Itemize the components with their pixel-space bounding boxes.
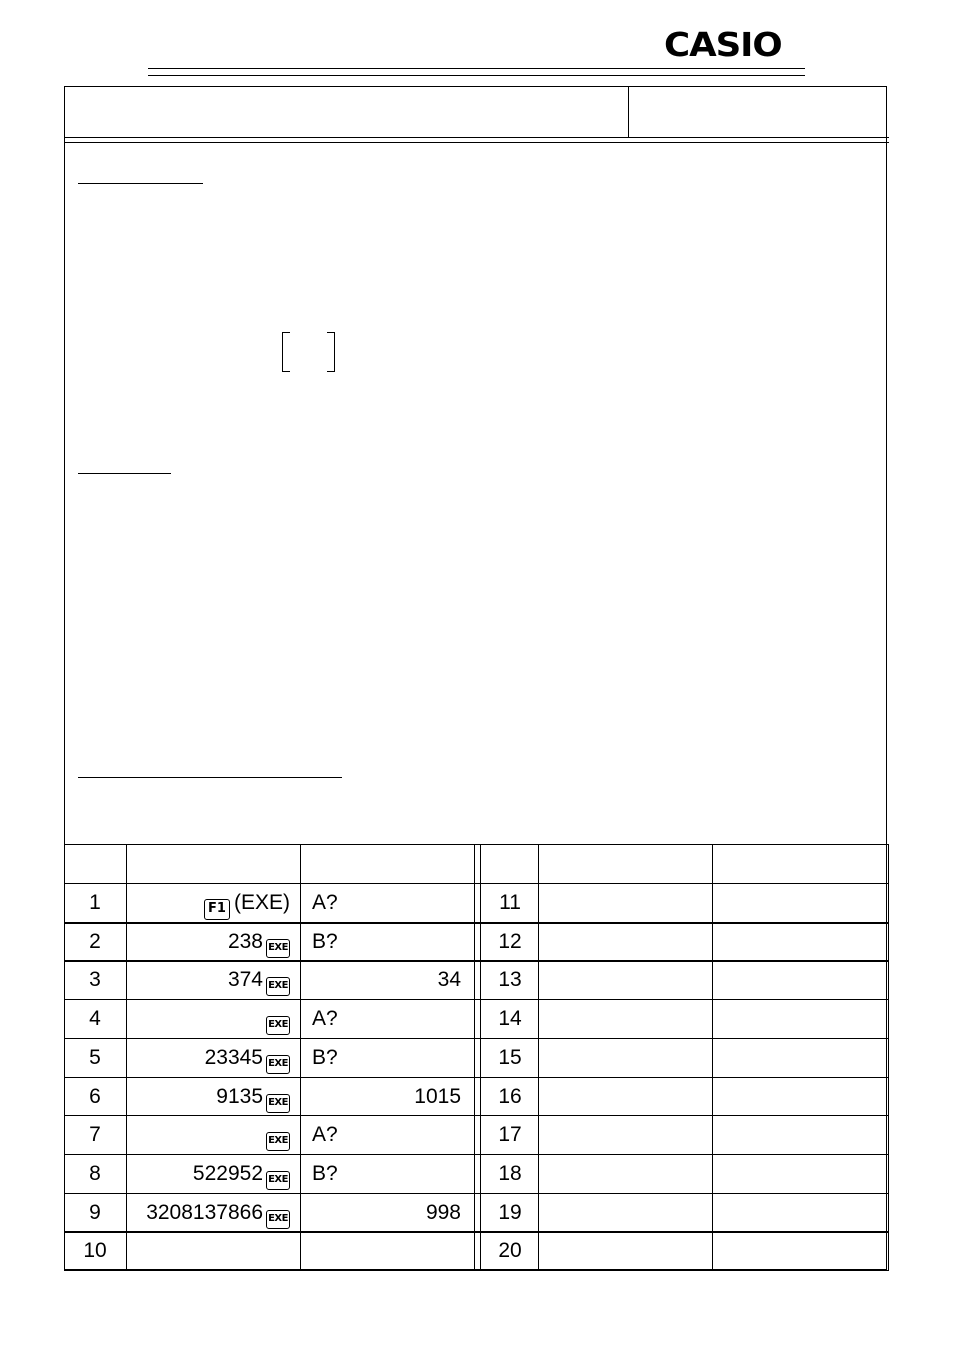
key-input-text: (EXE) [233,891,290,914]
table-top-line [64,844,889,845]
section-underline-3 [78,777,342,778]
table-row-number: 6 [89,1085,101,1108]
display-result-cell: 1015 [414,1085,461,1108]
exe-key-icon: EXE [266,1016,290,1035]
header-bottom-line-2 [64,142,889,143]
display-result-cell: A? [312,1123,338,1146]
table-row-number: 3 [89,968,101,991]
header-bottom-line [64,137,889,138]
key-operation-cell [126,1115,300,1153]
display-result-cell: B? [312,930,338,953]
table-row-number-right: 20 [498,1239,522,1262]
key-input-value: 9135 [216,1085,263,1108]
section-underline-1 [78,183,203,184]
exe-key-icon: EXE [266,1210,290,1229]
table-row-number: 2 [89,930,101,953]
table-row-number: 9 [89,1201,101,1224]
table-row-number-right: 18 [498,1162,522,1185]
exe-key-icon: EXE [266,1132,290,1151]
section-underline-2 [78,473,171,474]
key-operation-cell [126,1193,300,1231]
table-row-number-right: 15 [498,1046,522,1069]
exe-key-icon: EXE [266,939,290,958]
display-result-cell: B? [312,1046,338,1069]
key-operation-cell [126,922,300,960]
header-rule-bottom [148,75,805,76]
table-row-number-right: 19 [498,1201,522,1224]
key-operation-cell [126,1077,300,1115]
table-row-number: 7 [89,1123,101,1146]
key-input-value: 522952 [192,1162,263,1185]
exe-key-icon: EXE [266,977,290,996]
table-row-number-right: 13 [498,968,522,991]
table-row-number-right: 17 [498,1123,522,1146]
table-row-number-right: 14 [498,1007,522,1030]
table-row-number-right: 11 [499,891,521,914]
table-row-number-right: 16 [498,1085,522,1108]
header-rule-top [148,68,805,69]
display-result-cell: B? [312,1162,338,1185]
bracket-left [282,332,290,372]
casio-logo: CASIO [664,25,782,64]
table-column-line [712,845,713,1270]
exe-key-icon: EXE [266,1094,290,1113]
exe-key-icon: EXE [266,1055,290,1074]
table-row-number: 5 [89,1046,101,1069]
table-row-line [64,1270,889,1271]
display-result-cell [300,1231,474,1269]
display-result-cell: A? [312,1007,338,1030]
key-input-value: 374 [227,968,263,991]
table-row-number: 4 [89,1007,101,1030]
key-operation-cell [126,1231,300,1269]
key-operation-cell [126,883,300,921]
table-row-number-right: 12 [498,930,522,953]
header-divider [628,87,629,138]
display-result-cell: 998 [425,1201,461,1224]
table-row-number: 8 [89,1162,101,1185]
table-column-line [474,845,475,1270]
key-operation-cell [126,999,300,1037]
table-column-line [888,845,889,1270]
table-row-number: 10 [83,1239,107,1262]
key-input-value: 238 [227,930,263,953]
table-row-number: 1 [89,891,101,914]
key-operation-cell [126,960,300,998]
key-operation-cell [126,1038,300,1076]
display-result-cell: 34 [437,968,461,991]
display-result-cell: A? [312,891,338,914]
exe-key-icon: EXE [266,1171,290,1190]
key-input-value: 23345 [204,1046,263,1069]
key-operation-cell [126,1154,300,1192]
key-input-value: 3208137866 [146,1201,263,1224]
bracket-right [327,332,335,372]
f1-key-icon: F1 [204,899,230,920]
